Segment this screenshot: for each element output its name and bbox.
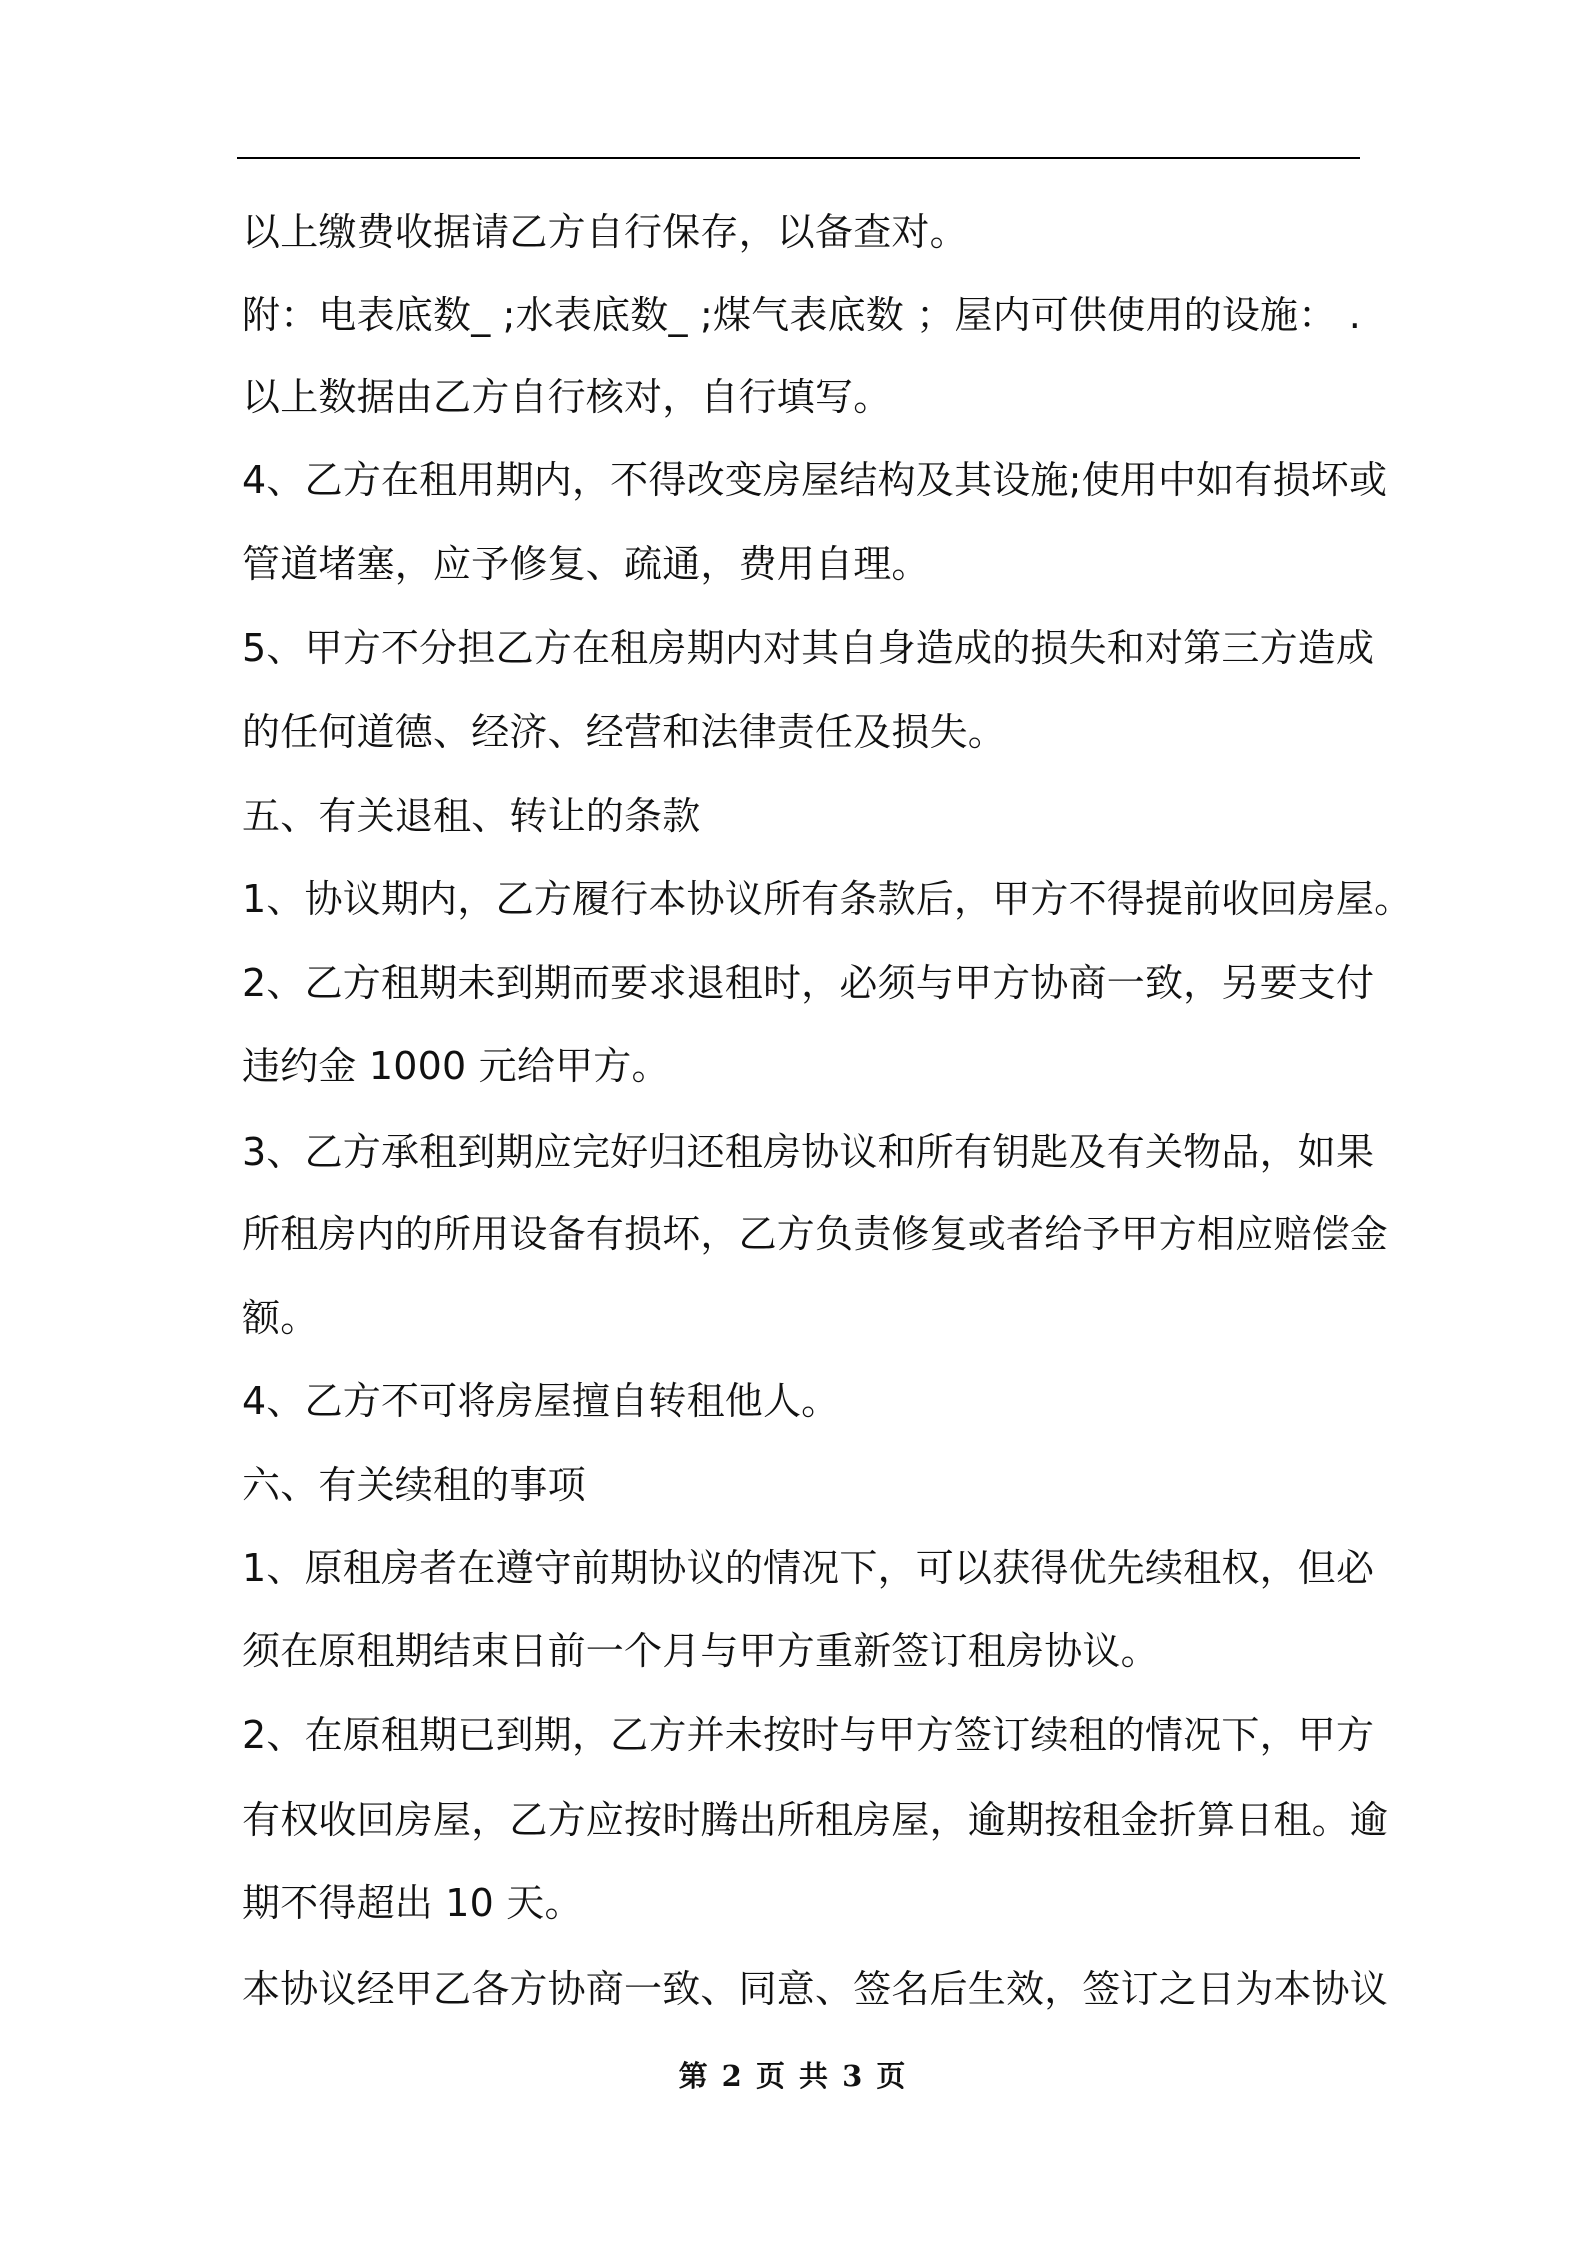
text-line: 额。 — [242, 1296, 319, 1340]
text-line: 以上数据由乙方自行核对，自行填写。 — [242, 375, 892, 419]
section-heading: 五、有关退租、转让的条款 — [242, 794, 701, 838]
text-line: 以上缴费收据请乙方自行保存，以备查对。 — [242, 210, 968, 254]
text-line: 3、乙方承租到期应完好归还租房协议和所有钥匙及有关物品，如果 — [242, 1130, 1375, 1174]
text-line: 5、甲方不分担乙方在租房期内对其自身造成的损失和对第三方造成 — [242, 626, 1375, 670]
text-line: 本协议经甲乙各方协商一致、同意、签名后生效，签订之日为本协议 — [242, 1967, 1389, 2011]
header-rule — [237, 157, 1360, 159]
page-number-footer: 第 2 页 共 3 页 — [678, 2059, 908, 2093]
text-line: 附：电表底数_ ;水表底数_ ;煤气表底数 ；屋内可供使用的设施： . — [242, 293, 1362, 337]
text-line: 管道堵塞，应予修复、疏通，费用自理。 — [242, 542, 930, 586]
text-line: 所租房内的所用设备有损坏，乙方负责修复或者给予甲方相应赔偿金 — [242, 1212, 1389, 1256]
text-line: 的任何道德、经济、经营和法律责任及损失。 — [242, 710, 1007, 754]
text-line: 须在原租期结束日前一个月与甲方重新签订租房协议。 — [242, 1629, 1159, 1673]
text-line: 2、在原租期已到期，乙方并未按时与甲方签订续租的情况下，甲方 — [242, 1713, 1375, 1757]
section-heading: 六、有关续租的事项 — [242, 1463, 586, 1507]
text-line: 1、原租房者在遵守前期协议的情况下，可以获得优先续租权，但必 — [242, 1546, 1375, 1590]
text-line: 4、乙方在租用期内，不得改变房屋结构及其设施;使用中如有损坏或 — [242, 458, 1388, 502]
text-line: 2、乙方租期未到期而要求退租时，必须与甲方协商一致，另要支付 — [242, 961, 1375, 1005]
text-line: 违约金 1000 元给甲方。 — [242, 1044, 670, 1088]
text-line: 1、协议期内，乙方履行本协议所有条款后，甲方不得提前收回房屋。 — [242, 877, 1413, 921]
text-line: 期不得超出 10 天。 — [242, 1881, 583, 1925]
text-line: 有权收回房屋，乙方应按时腾出所租房屋，逾期按租金折算日租。逾 — [242, 1798, 1389, 1842]
text-line: 4、乙方不可将房屋擅自转租他人。 — [242, 1379, 840, 1423]
